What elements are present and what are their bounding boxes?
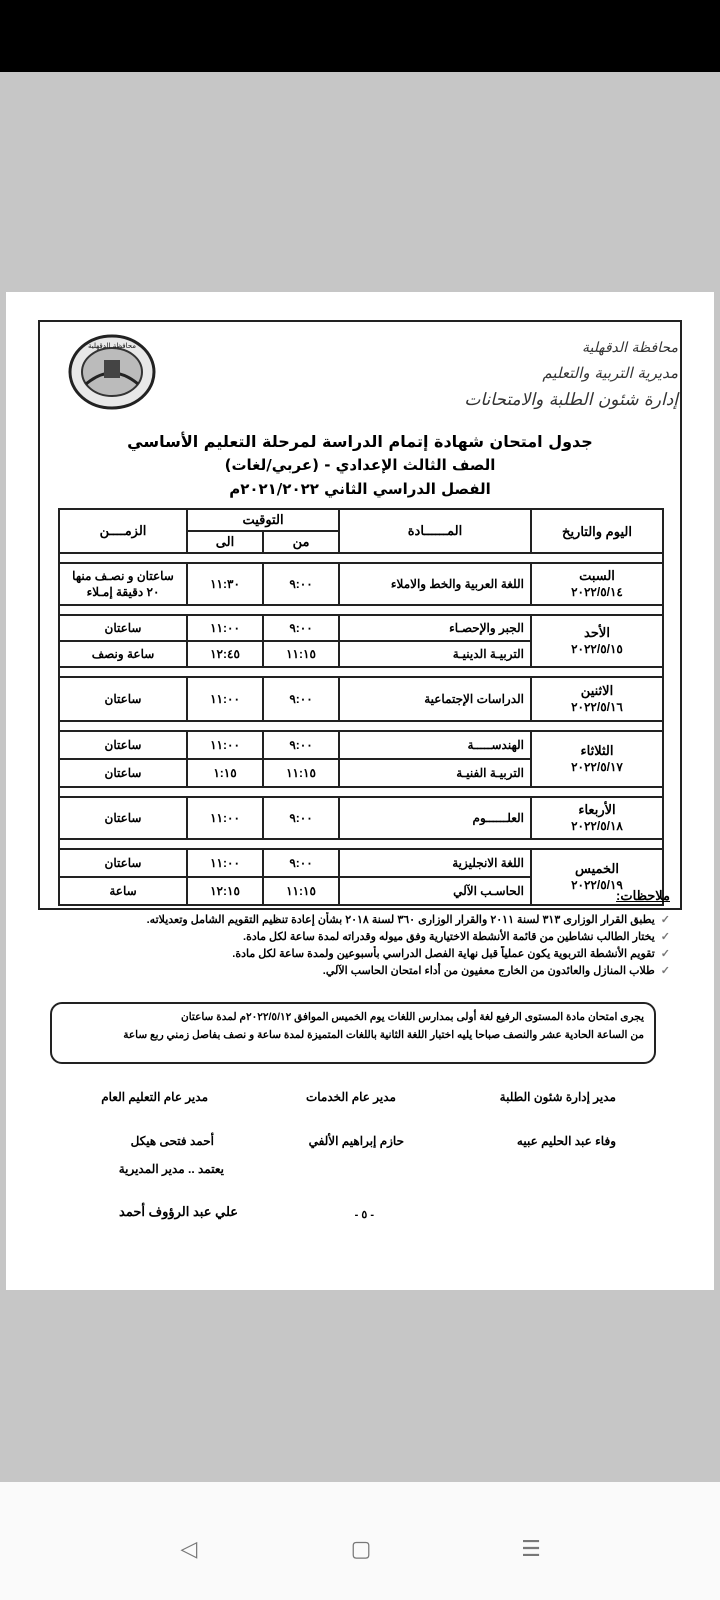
table-row: الخميس ٢٠٢٢/٥/١٩ اللغة الانجليزية ٩:٠٠ ١١:٠٠ ساعتان (59, 849, 663, 877)
sig-approval: يعتمد .. مدير المديرية (118, 1162, 224, 1176)
list-item: ✓تقويم الأنشطة التربوية يكون عملياً قبل نهاية الفصل الدراسي بأسبوعين ولمدة ساعة لكل مادة. (232, 948, 670, 960)
doc-title: جدول امتحان شهادة إتمام الدراسة لمرحلة التعليم الأساسي (127, 432, 593, 451)
document-image (6, 292, 714, 1290)
table-row: الأحد ٢٠٢٢/٥/١٥ الجبر والإحصـاء ٩:٠٠ ١١:٠٠ ساعتان (59, 615, 663, 641)
list-item: ✓يختار الطالب نشاطين من قائمة الأنشطة الاختيارية وفق ميوله وقدراته لمدة ساعة لكل مادة. (243, 931, 670, 943)
header-to: الى (187, 531, 263, 553)
table-row: السبت ٢٠٢٢/٥/١٤ اللغة العربية والخط والاملاء ٩:٠٠ ١١:٣٠ ساعتان و نصـف منها ٢٠ دقيقة إمـلاء (59, 563, 663, 605)
check-icon: ✓ (660, 931, 670, 943)
exam-schedule-table (58, 508, 664, 906)
recents-icon[interactable]: ☰ (521, 1536, 541, 1562)
sig-director: علي عبد الرؤوف أحمد (119, 1204, 238, 1219)
table-row: الحاسـب الآلي ١١:١٥ ١٢:١٥ ساعة (59, 877, 663, 905)
table-row: الاثنين ٢٠٢٢/٥/١٦ الدراسات الإجتماعية ٩:٠٠ ١١:٠٠ ساعتان (59, 677, 663, 721)
list-item: ✓يطبق القرار الوزارى ٣١٣ لسنة ٢٠١١ والقرار الوزارى ٣٦٠ لسنة ٢٠١٨ بشأن إعادة تنظيم التقويم الشامل وتعديلاته. (146, 914, 670, 926)
header-duration: الزمــــن (59, 509, 187, 553)
doc-grade: الصف الثالث الإعدادي - (عربي/لغات) (224, 456, 496, 474)
list-item: ✓طلاب المنازل والعائدون من الخارج معفيون من أداء امتحان الحاسب الآلي. (322, 965, 670, 977)
check-icon: ✓ (660, 914, 670, 926)
notes-title: ملاحظات: (616, 888, 670, 903)
sig-name-1: وفاء عبد الحليم عبيه (516, 1134, 616, 1148)
check-icon: ✓ (660, 965, 670, 977)
table-row: التربيـة الفنيـة ١١:١٥ ١:١٥ ساعتان (59, 759, 663, 787)
page-number: - ٥ - (354, 1209, 374, 1221)
high-level-exam-note: يجرى امتحان مادة المستوى الرفيع لغة أولى بمدارس اللغات يوم الخميس الموافق ٢٠٢٢/٥/١٢م لمدة ساعتان من الساعة الحادية عشر والنصف صباحا يليه اختبار اللغة الثانية باللغات المتميزة لمدة ساعة و نصف بفاصل زمني ربع ساعة (50, 1002, 656, 1064)
sig-name-3: أحمد فتحى هيكل (130, 1134, 214, 1148)
table-row: الأربعاء ٢٠٢٢/٥/١٨ العلــــــوم ٩:٠٠ ١١:٠٠ ساعتان (59, 797, 663, 839)
header-from: من (263, 531, 339, 553)
header-timing: التوقيت (187, 509, 339, 531)
sig-title-students-affairs: مدير إدارة شئون الطلبة (499, 1090, 616, 1104)
sig-title-services: مدير عام الخدمات (305, 1090, 396, 1104)
table-row: الثلاثاء ٢٠٢٢/٥/١٧ الهندســـــة ٩:٠٠ ١١:٠٠ ساعتان (59, 731, 663, 759)
svg-text:محافظة الدقهلية: محافظة الدقهلية (88, 342, 136, 350)
notes-list (40, 912, 670, 980)
sig-name-2: حازم إبراهيم الألفي (308, 1134, 404, 1148)
header-subject: المــــــادة (339, 509, 531, 553)
handwritten-department: إدارة شئون الطلبة والامتحانات (464, 390, 678, 410)
sig-title-general-education: مدير عام التعليم العام (101, 1090, 208, 1104)
back-icon[interactable]: ◁ (180, 1536, 198, 1562)
home-icon[interactable]: ▢ (350, 1536, 372, 1562)
check-icon: ✓ (660, 948, 670, 960)
header-day-date: اليوم والتاريخ (531, 509, 663, 553)
handwritten-governorate: محافظة الدقهلية (582, 340, 678, 356)
handwritten-directorate: مديرية التربية والتعليم (542, 364, 678, 382)
doc-term: الفصل الدراسي الثاني ٢٠٢١/٢٠٢٢م (229, 480, 491, 498)
status-bar (0, 0, 720, 72)
table-row: التربيـة الدينيـة ١١:١٥ ١٢:٤٥ ساعة ونصف (59, 641, 663, 667)
